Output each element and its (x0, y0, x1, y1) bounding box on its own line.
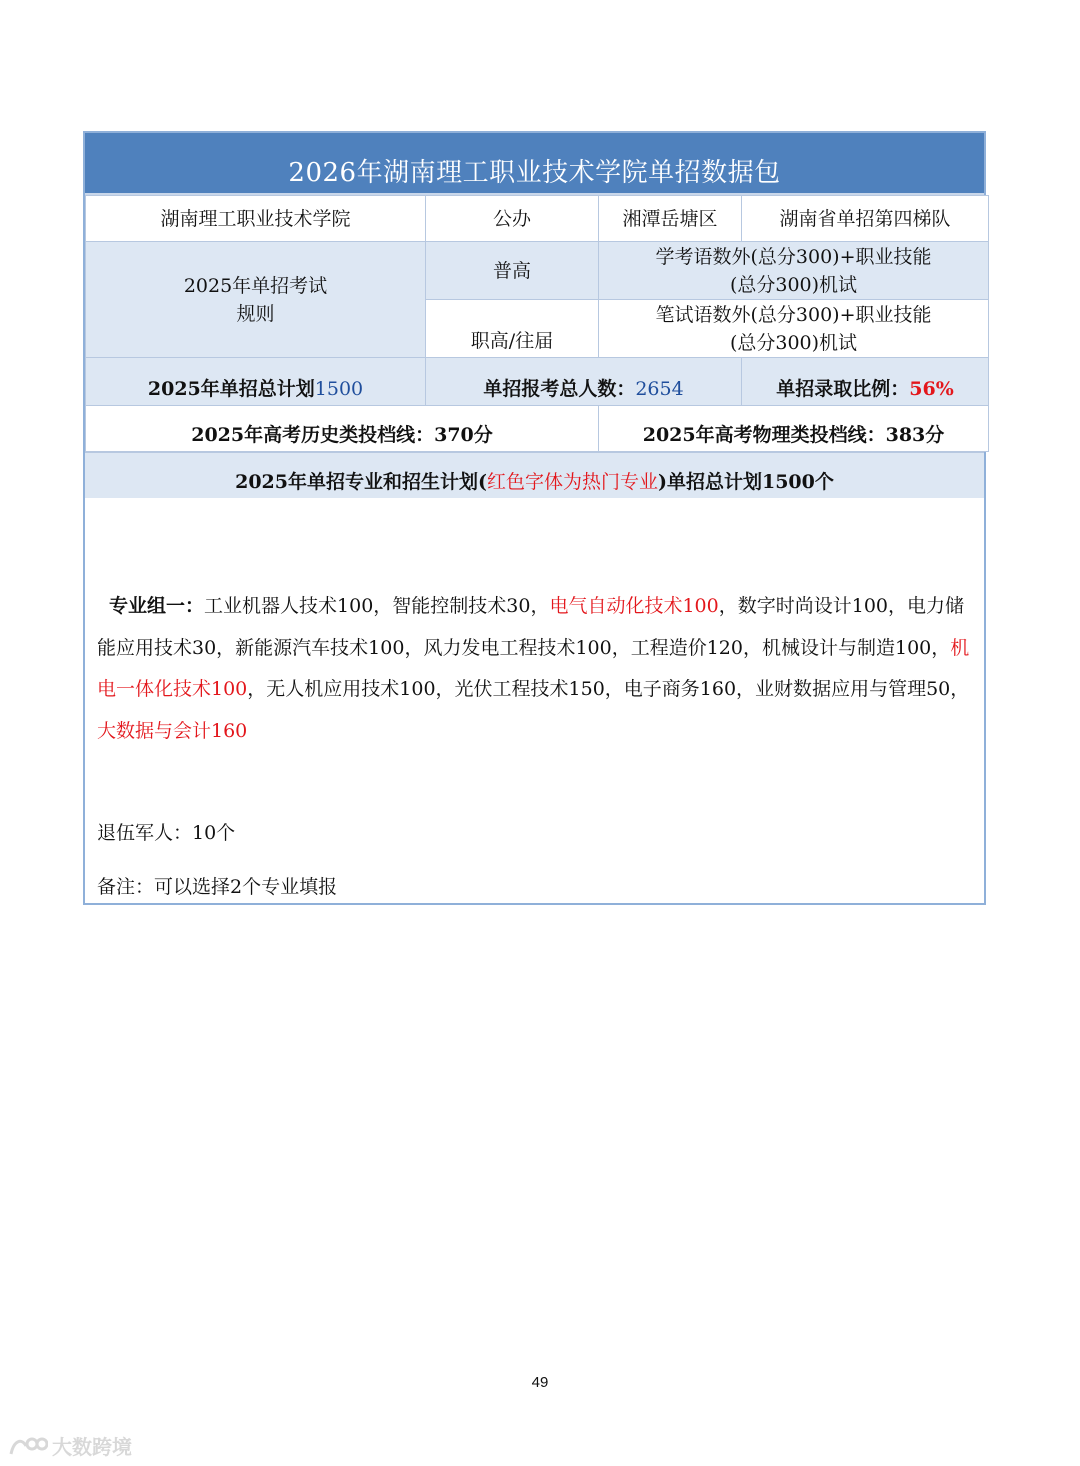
stats-row (86, 358, 989, 406)
veterans-quota: 退伍军人：10个 (97, 822, 236, 844)
applicants-value: 2654 (635, 378, 684, 400)
school-location: 湘潭岳塘区 (599, 196, 742, 242)
watermark-logo-icon (8, 1434, 48, 1458)
exam-rule-text: 笔试语数外(总分300)+职业技能 (总分300)机试 (599, 300, 989, 358)
exam-rules-label: 2025年单招考试 规则 (86, 242, 426, 358)
admission-ratio: 单招录取比例：56% (742, 358, 989, 406)
data-package-table (83, 131, 986, 905)
major-group-list: 专业组一：工业机器人技术100，智能控制技术30，电气自动化技术100，数字时尚设计100，电力储能应用技术30，新能源汽车技术100，风力发电工程技术100，工程造价120，机械设计与制造100，机电一体化技术100，无人机应用技术100，光伏工程技术150，电子商务160，业财数据应用与管理50，大数据与会计160 (97, 595, 970, 742)
hot-major: 电气自动化技术100 (549, 595, 719, 617)
watermark (8, 1431, 132, 1460)
school-name: 湖南理工职业技术学院 (86, 196, 426, 242)
total-applicants: 单招报考总人数：2654 (426, 358, 742, 406)
remark: 备注：可以选择2个专业填报 (97, 876, 338, 898)
plan-body (85, 498, 984, 903)
hot-major: 机电一体化技术100 (97, 636, 970, 700)
info-row (86, 196, 989, 242)
exam-rule-text: 学考语数外(总分300)+职业技能 (总分300)机试 (599, 242, 989, 300)
hot-legend: 红色字体为热门专业 (486, 471, 658, 493)
exam-rule-row (86, 242, 989, 300)
school-type: 公办 (426, 196, 599, 242)
hot-major: 大数据与会计160 (97, 719, 248, 742)
ratio-value: 56% (909, 378, 954, 400)
cutoff-row (86, 406, 989, 452)
exam-category: 普高 (426, 242, 599, 300)
exam-category: 职高/往届 (426, 300, 599, 358)
document-title: 2026年湖南理工职业技术学院单招数据包 (85, 133, 984, 195)
school-tier: 湖南省单招第四梯队 (742, 196, 989, 242)
plan-heading: 2025年单招专业和招生计划( 红色字体为热门专业 )单招总计划1500个 (85, 452, 984, 498)
total-plan: 2025年单招总计划1500 (86, 358, 426, 406)
info-grid (85, 195, 989, 452)
history-cutoff: 2025年高考历史类投档线：370分 (86, 406, 599, 452)
physics-cutoff: 2025年高考物理类投档线：383分 (599, 406, 989, 452)
page-number: 49 (531, 1374, 549, 1391)
major-group-label: 专业组一： (109, 595, 205, 617)
watermark-text: 大数跨境 (52, 1435, 132, 1459)
total-plan-value: 1500 (314, 378, 364, 400)
